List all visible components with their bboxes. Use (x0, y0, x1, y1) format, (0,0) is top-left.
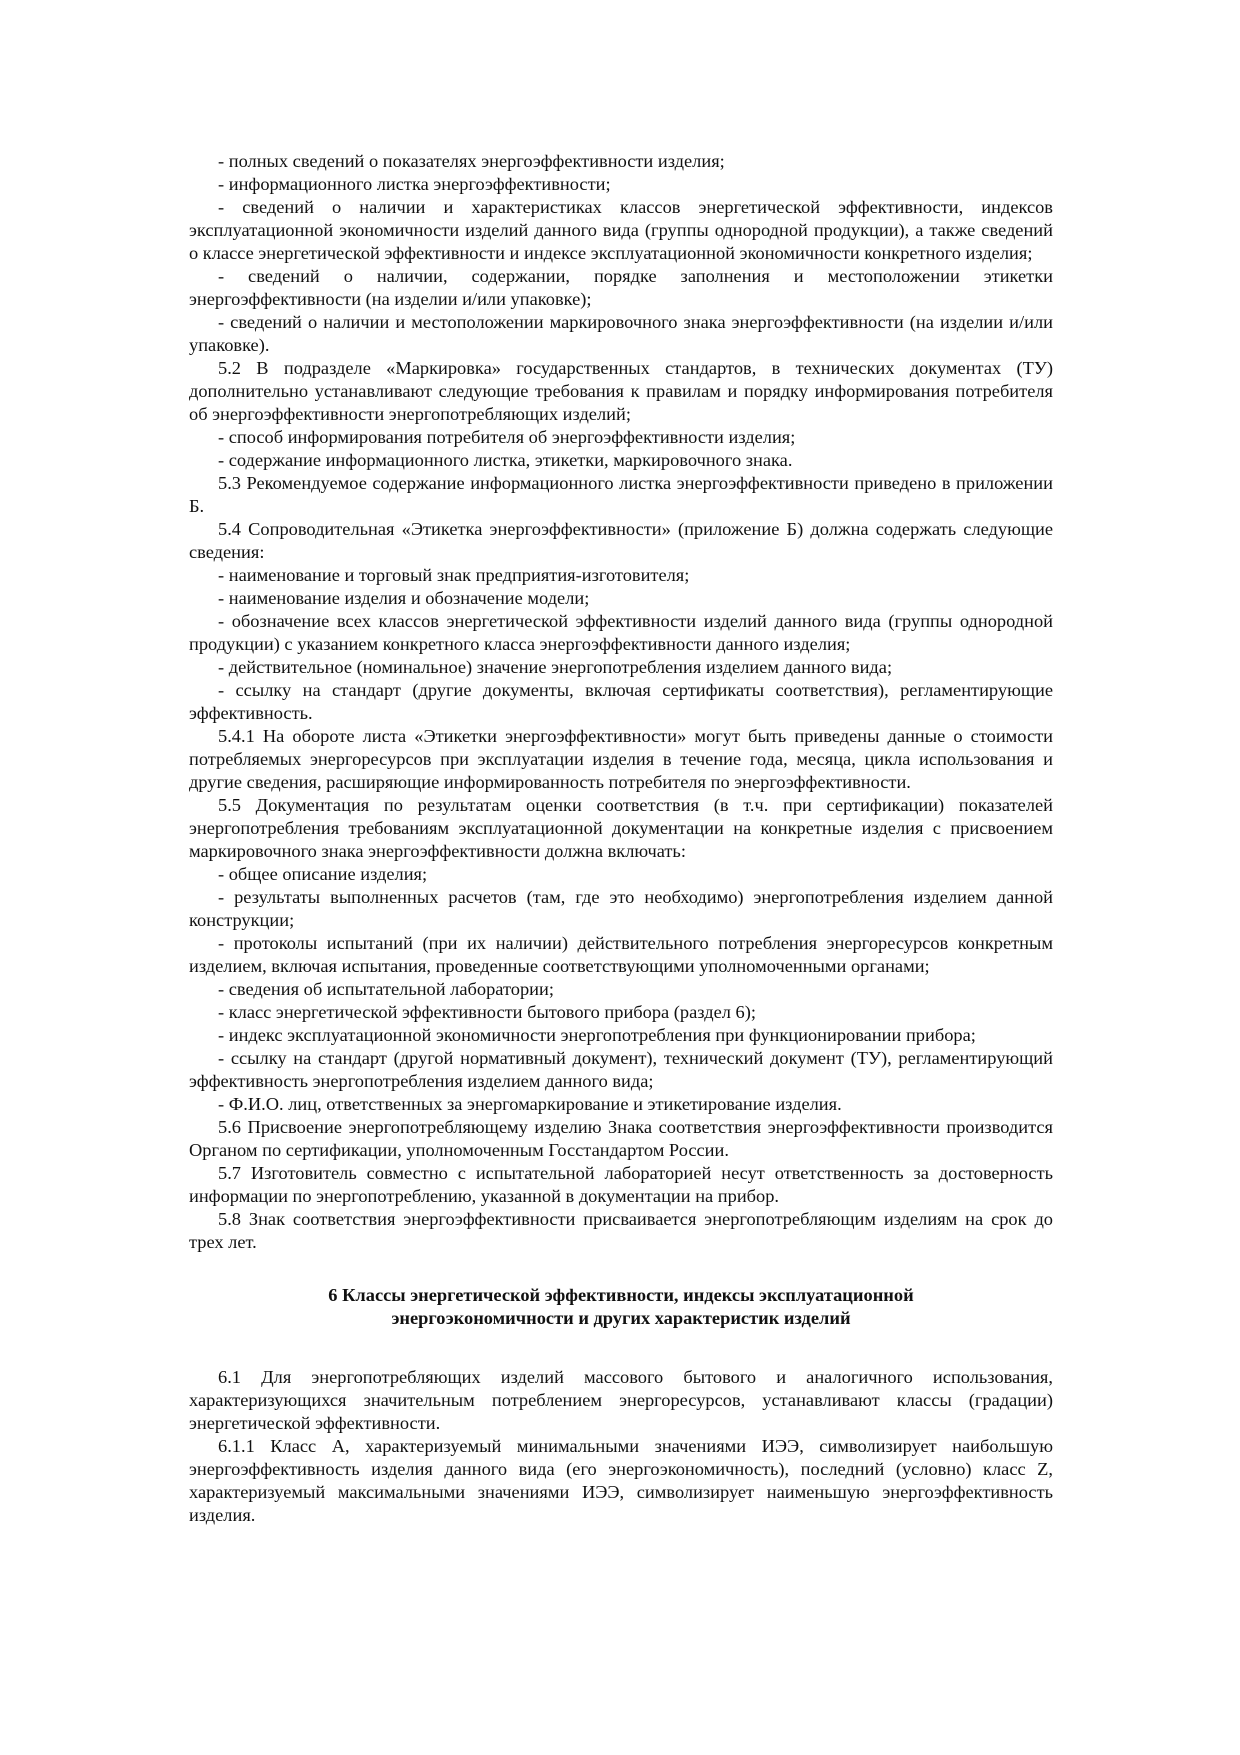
section-heading-line: 6 Классы энергетической эффективности, индексы эксплуатационной (328, 1285, 914, 1305)
paragraph: 6.1 Для энергопотребляющих изделий массового бытового и аналогичного использования, характеризующихся значительным потреблением энергоресурсов, устанавливают классы (градации) энергетической эффективности. (189, 1367, 1053, 1433)
document-page (189, 150, 1053, 1527)
paragraph: - класс энергетической эффективности бытового прибора (раздел 6); (218, 1002, 756, 1022)
paragraph: - ссылку на стандарт (другие документы, включая сертификаты соответствия), регламентирующие эффективность. (189, 680, 1053, 723)
paragraph: 5.6 Присвоение энергопотребляющему изделию Знака соответствия энергоэффективности производится Органом по сертификации, уполномоченным Госстандартом России. (189, 1117, 1053, 1160)
paragraph: - сведений о наличии, содержании, порядке заполнения и местоположении этикетки энергоэффективности (на изделии и/или упаковке); (189, 266, 1053, 309)
paragraph: - способ информирования потребителя об энергоэффективности изделия; (218, 427, 796, 447)
paragraph: - полных сведений о показателях энергоэффективности изделия; (218, 151, 725, 171)
paragraph: - протоколы испытаний (при их наличии) действительного потребления энергоресурсов конкретным изделием, включая испытания, проведенные соответствующими уполномоченными органами; (189, 933, 1053, 976)
section-heading (189, 1284, 1053, 1330)
paragraph: - общее описание изделия; (218, 864, 428, 884)
paragraph: 5.7 Изготовитель совместно с испытательной лабораторией несут ответственность за достоверность информации по энергопотреблению, указанной в документации на прибор. (189, 1163, 1053, 1206)
section-heading-line: энергоэкономичности и других характеристик изделий (391, 1308, 851, 1328)
paragraph: 5.2 В подразделе «Маркировка» государственных стандартов, в технических документах (ТУ) дополнительно устанавливают следующие требования к правилам и порядку информирования потребителя об энергоэффективности энергопотребляющих изделий; (189, 358, 1053, 424)
paragraph: - действительное (номинальное) значение энергопотребления изделием данного вида; (218, 657, 893, 677)
paragraph: - результаты выполненных расчетов (там, где это необходимо) энергопотребления изделием данной конструкции; (189, 887, 1053, 930)
paragraph: - информационного листка энергоэффективности; (218, 174, 611, 194)
paragraph: - обозначение всех классов энергетической эффективности изделий данного вида (группы однородной продукции) с указанием конкретного класса энергоэффективности данного изделия; (189, 611, 1053, 654)
paragraph: 5.8 Знак соответствия энергоэффективности присваивается энергопотребляющим изделиям на срок до трех лет. (189, 1209, 1053, 1252)
paragraph: - сведения об испытательной лаборатории; (218, 979, 554, 999)
paragraph: - сведений о наличии и характеристиках классов энергетической эффективности, индексов эксплуатационной экономичности изделий данного вида (группы однородной продукции), а также сведений о классе энергетической эффективности и индексе эксплуатационной экономичности конкретного изделия; (189, 197, 1053, 263)
paragraph: - Ф.И.О. лиц, ответственных за энергомаркирование и этикетирование изделия. (218, 1094, 842, 1114)
paragraph: - индекс эксплуатационной экономичности энергопотребления при функционировании прибора; (218, 1025, 976, 1045)
paragraph: - наименование и торговый знак предприятия-изготовителя; (218, 565, 690, 585)
paragraph: - содержание информационного листка, этикетки, маркировочного знака. (218, 450, 793, 470)
paragraph: - сведений о наличии и местоположении маркировочного знака энергоэффективности (на изделии и/или упаковке). (189, 312, 1053, 355)
paragraph: 5.3 Рекомендуемое содержание информационного листка энергоэффективности приведено в приложении Б. (189, 473, 1053, 516)
paragraph: - ссылку на стандарт (другой нормативный документ), технический документ (ТУ), регламентирующий эффективность энергопотребления изделием данного вида; (189, 1048, 1053, 1091)
paragraph: - наименование изделия и обозначение модели; (218, 588, 590, 608)
paragraph: 6.1.1 Класс А, характеризуемый минимальными значениями ИЭЭ, символизирует наибольшую энергоэффективность изделия данного вида (его энергоэкономичность), последний (условно) класс Z, характеризуемый максимальными значениями ИЭЭ, символизирует наименьшую энергоэффективность изделия. (189, 1436, 1053, 1525)
paragraph: 5.4 Сопроводительная «Этикетка энергоэффективности» (приложение Б) должна содержать следующие сведения: (189, 519, 1053, 562)
paragraph: 5.4.1 На обороте листа «Этикетки энергоэффективности» могут быть приведены данные о стоимости потребляемых энергоресурсов при эксплуатации изделия в течение года, месяца, цикла использования и другие сведения, расширяющие информированность потребителя по энергоэффективности. (189, 726, 1053, 792)
paragraph: 5.5 Документация по результатам оценки соответствия (в т.ч. при сертификации) показателей энергопотребления требованиям эксплуатационной документации на конкретные изделия с присвоением маркировочного знака энергоэффективности должна включать: (189, 795, 1053, 861)
